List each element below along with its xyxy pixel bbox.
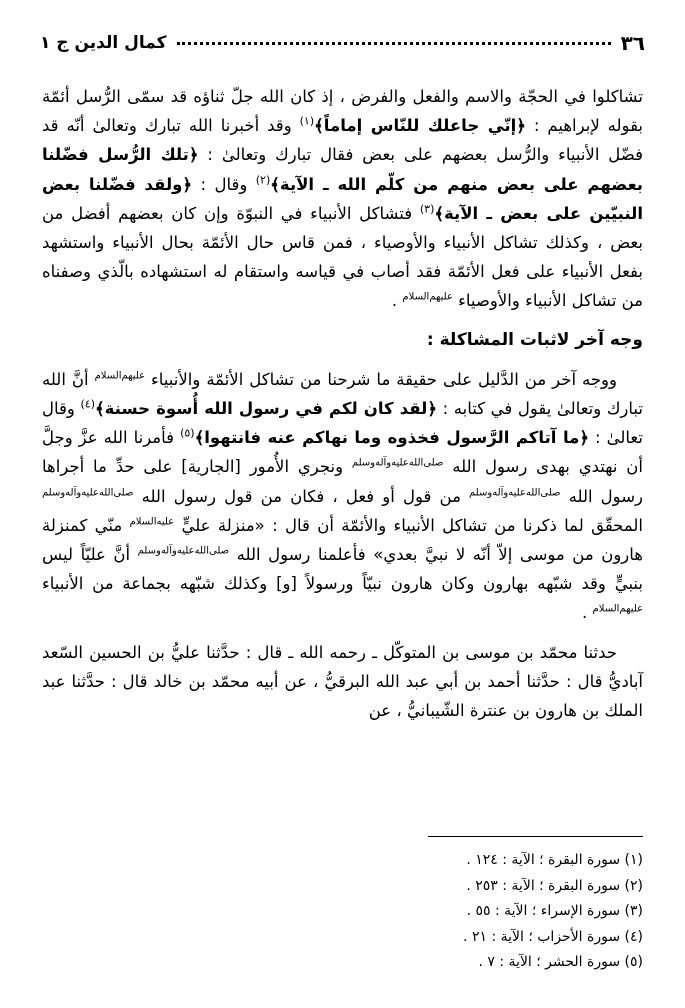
- footnote-1: (١) سورة البقرة ؛ الآية : ١٢٤ .: [466, 852, 643, 868]
- footnote-2: (٢) سورة البقرة ؛ الآية : ٢٥٣ .: [466, 877, 643, 894]
- book-title: كمال الدين ج ١: [40, 33, 167, 53]
- page-number: ٣٦: [620, 31, 645, 55]
- page-header: [40, 28, 645, 58]
- footnote-3: (٣) سورة الإسراء ؛ الآية : ٥٥ .: [466, 903, 643, 919]
- footnote-ref: (٥): [180, 426, 195, 440]
- text-run: ونجري الأُمور [الجارية] على حدِّ ما أجراها رسول الله: [42, 457, 643, 506]
- quran-quote: ﴿لقد كان لكم في رسول الله أُسوة حسنة﴾: [94, 399, 438, 419]
- footnote-ref: (٢): [255, 173, 271, 187]
- section-heading: وجه آخر لاثبات المشاكلة :: [426, 329, 643, 350]
- honorific-glyph: عليهم‌السلام: [402, 291, 453, 303]
- footnote-ref: (٤): [80, 397, 95, 411]
- footnote-ref: (١): [299, 114, 315, 128]
- footnote-ref: (٣): [419, 202, 435, 216]
- page-body: [42, 82, 643, 725]
- text-run: فأمرنا الله عزَّ وجلَّ أن نهتدي بهدى رسول الله: [42, 428, 644, 477]
- paragraph-2: [42, 365, 643, 628]
- text-run: فتشاكل الأنبياء في النبوّة وإن كان بعضهم أفضل من بعض ، وكذلك تشاكل الأنبياء والأوصياء ، فمن قاس حال الأئمّة بحال الأنبياء واستشهد بفعل الأنبياء على فعل الأئمّة فقد أصاب في قياسه واستقام له استشهاده بالّذي وصفناه من تشاكل الأنبياء والأوصياء: [42, 203, 643, 311]
- footnote-4: (٤) سورة الأحزاب ؛ الآية : ٢١ .: [463, 928, 643, 945]
- text-run: تشاكلوا في الحجّة والاسم والفعل والفرض ، إذ كان الله جلّ ثناؤه قد سمّى الرُّسل أئمّة بقوله لإبراهيم :: [42, 87, 644, 136]
- text-run: وقد أخبرنا الله تبارك وتعالىٰ أنّه قد فضّل الأنبياء والرُّسل بعضهم على بعض فقال تبارك وتعالىٰ :: [42, 116, 643, 165]
- honorific-glyph: عليهم‌السلام: [592, 603, 643, 615]
- quran-quote: ﴿ما آتاكم الرَّسول فخذوه وما نهاكم عنه فانتهوا﴾: [194, 428, 590, 448]
- text-run: المحقّق لما ذكرنا من تشاكل الأنبياء والأئمّة أن قال : «منزلة عليٍّ: [174, 515, 643, 535]
- honorific-glyph: عليه‌السلام: [129, 516, 175, 528]
- quran-quote: ﴿تلك الرُّسل فضّلنا بعضهم على بعض منهم من كلّم الله ـ الآية﴾: [42, 145, 643, 194]
- text-run: وقال تعالىٰ :: [42, 399, 643, 448]
- footnote-5: (٥) سورة الحشر ؛ الآية : ٧ .: [478, 954, 643, 970]
- text-run: أنَّ عليّاً ليس بنبيٍّ وقد شبّهه بهارون وكان هارون نبيّاً ورسولاً [و] وكذلك شبّهه بجماعة من الأنبياء: [42, 545, 643, 594]
- text-run: .: [582, 603, 593, 623]
- quran-quote: ﴿إنّي جاعلك للنّاس إماماً﴾: [314, 116, 526, 136]
- honorific-glyph: صلى‌الله‌عليه‌وآله‌وسلم: [42, 487, 134, 499]
- text-run: وقال :: [192, 174, 256, 194]
- header-dotted-leader: [177, 42, 611, 45]
- quran-quote: ﴿ولقد فضّلنا بعض النبيّين على بعض ـ الآية﴾: [42, 174, 643, 223]
- honorific-glyph: عليهم‌السلام: [94, 370, 146, 382]
- text-run: ووجه آخر من الدَّليل على حقيقة ما شرحنا من تشاكل الأئمّة والأنبياء: [145, 369, 617, 389]
- paragraph-3: حدثنا محمّد بن موسى بن المتوكّل ـ رحمه الله ـ قال : حدَّثنا عليُّ بن الحسين السّعد آباديُّ قال : حدَّثنا أحمد بن أبي عبد الله البرقيُّ ، عن أبيه محمّد بن خالد قال : حدَّثنا عبد الملك بن هارون بن عنترة الشّيبانيُّ ، عن: [42, 642, 643, 721]
- text-run: من قول أو فعل ، فكان من قول رسول الله: [133, 486, 470, 506]
- footnotes: [200, 848, 643, 976]
- text-run: .: [391, 291, 403, 311]
- honorific-glyph: صلى‌الله‌عليه‌وآله‌وسلم: [469, 487, 561, 499]
- honorific-glyph: صلى‌الله‌عليه‌وآله‌وسلم: [351, 457, 444, 469]
- text-run: منّي كمنزلة هارون من موسى إلاّ أنّه لا نبيَّ بعدي» فأعلمنا رسول الله: [42, 515, 643, 565]
- honorific-glyph: صلى‌الله‌عليه‌وآله‌وسلم: [137, 545, 230, 557]
- text-run: أنَّ الله تبارك وتعالىٰ يقول في كتابه :: [42, 369, 643, 419]
- paragraph-1: [42, 82, 643, 316]
- footnote-divider: [428, 836, 643, 837]
